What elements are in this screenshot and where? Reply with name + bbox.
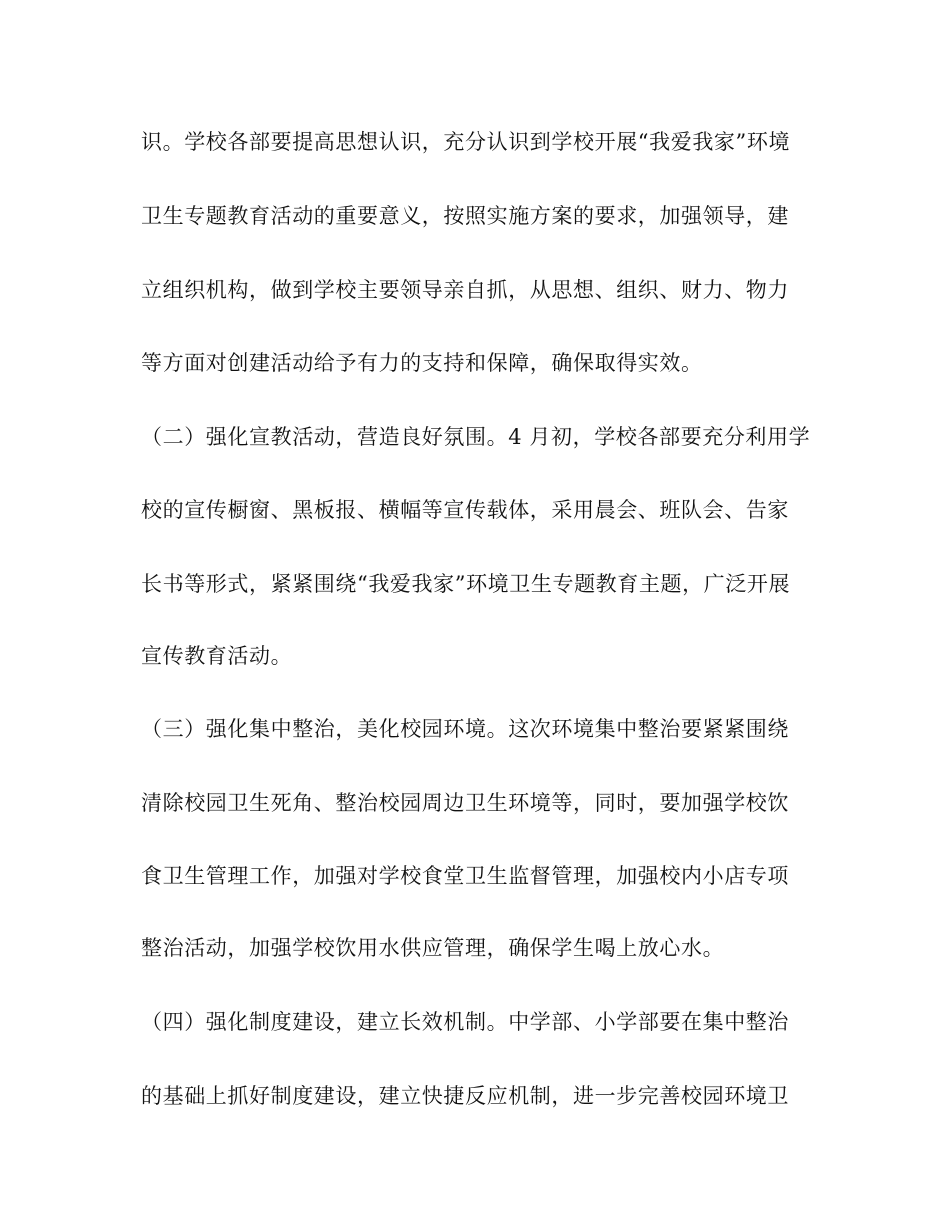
text-line: （三）强化集中整治，美化校园环境。这次环境集中整治要紧紧围绕: [141, 717, 789, 741]
text-line: 整治活动，加强学校饮用水供应管理，确保学生喝上放心水。: [141, 936, 725, 960]
text-line: 等方面对创建活动给予有力的支持和保障，确保取得实效。: [141, 351, 703, 375]
text-line: （四）强化制度建设，建立长效机制。中学部、小学部要在集中整治: [141, 1010, 789, 1034]
text-line: 食卫生管理工作，加强对学校食堂卫生监督管理，加强校内小店专项: [141, 864, 789, 888]
text-line: 立组织机构，做到学校主要领导亲自抓，从思想、组织、财力、物力: [141, 278, 789, 302]
text-line: 识。学校各部要提高思想认识，充分认识到学校开展“我爱我家”环境: [141, 130, 791, 154]
text-line: （二）强化宣教活动，营造良好氛围。4 月初，学校各部要充分利用学: [141, 425, 811, 449]
text-line: 校的宣传橱窗、黑板报、横幅等宣传载体，采用晨会、班队会、告家: [141, 498, 789, 522]
text-line: 卫生专题教育活动的重要意义，按照实施方案的要求，加强领导，建: [141, 204, 789, 228]
text-line: 的基础上抓好制度建设，建立快捷反应机制，进一步完善校园环境卫: [141, 1084, 789, 1108]
text-line: 长书等形式，紧紧围绕“我爱我家”环境卫生专题教育主题，广泛开展: [141, 572, 791, 596]
text-line: 宣传教育活动。: [141, 644, 293, 668]
text-line: 清除校园卫生死角、整治校园周边卫生环境等，同时，要加强学校饮: [141, 791, 789, 815]
